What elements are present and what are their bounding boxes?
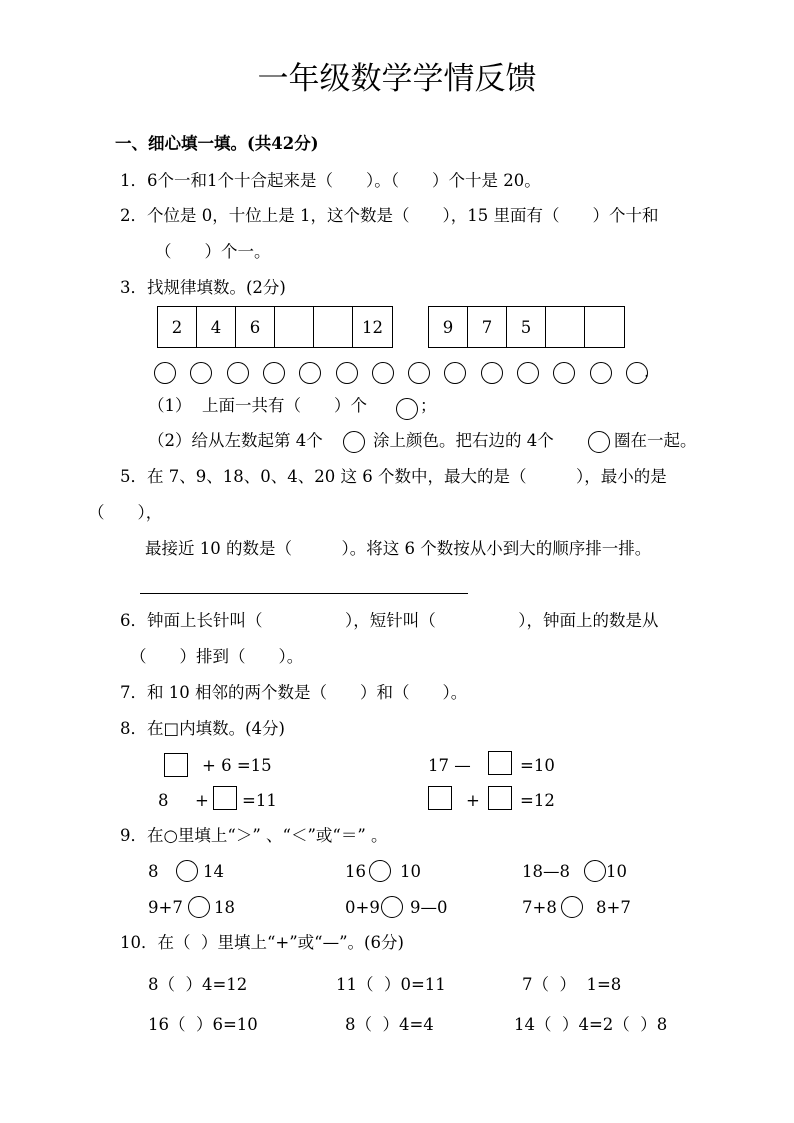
compare-circle[interactable] — [381, 896, 403, 918]
compare-right: 18 — [214, 898, 235, 917]
equation-2-right: =10 — [520, 756, 555, 775]
circle-icon — [481, 362, 503, 384]
question-3-sub1-end: ； — [420, 396, 437, 415]
fill-sign-item: 7（ ） 1=8 — [522, 975, 622, 994]
sequence-1 — [157, 306, 393, 348]
equation-4-right: =12 — [520, 791, 555, 810]
circle-icon — [299, 362, 321, 384]
fill-sign-item: 8（ ）4=4 — [345, 1015, 434, 1034]
answer-box[interactable] — [488, 786, 512, 810]
sequence-blank[interactable] — [546, 307, 585, 347]
fill-sign-item: 16（ ）6=10 — [148, 1015, 258, 1034]
answer-box[interactable] — [164, 753, 188, 777]
equation-3-op: + — [195, 791, 209, 810]
sequence-cell: 2 — [158, 307, 197, 347]
compare-left: 7+8 — [522, 898, 557, 917]
fill-sign-item: 8（ ）4=12 — [148, 975, 248, 994]
question-7: 7．和 10 相邻的两个数是（ ）和（ ）。 — [120, 683, 468, 702]
circle-icon — [590, 362, 612, 384]
compare-circle[interactable] — [584, 860, 606, 882]
circle-icon — [553, 362, 575, 384]
circle-icon — [263, 362, 285, 384]
sequence-cell: 9 — [429, 307, 468, 347]
circle-icon — [227, 362, 249, 384]
compare-circle[interactable] — [369, 860, 391, 882]
compare-right: 9—0 — [410, 898, 448, 917]
answer-line[interactable] — [140, 593, 468, 594]
sequence-cell: 4 — [197, 307, 236, 347]
question-3: 3．找规律填数。(2分) — [120, 278, 286, 297]
question-3-sub2-mid: 涂上颜色。把右边的 4个 — [373, 431, 554, 450]
circle-icon — [336, 362, 358, 384]
fill-sign-item: 11（ ）0=11 — [336, 975, 446, 994]
compare-right: 10 — [606, 862, 627, 881]
question-8: 8．在□内填数。(4分) — [120, 719, 285, 738]
circle-icon — [154, 362, 176, 384]
compare-circle[interactable] — [561, 896, 583, 918]
compare-left: 0+9 — [345, 898, 380, 917]
compare-circle[interactable] — [188, 896, 210, 918]
question-6-line2: （ ）排到（ ）。 — [130, 647, 304, 666]
page-title: 一年级数学学情反馈 — [257, 61, 537, 97]
answer-box[interactable] — [428, 786, 452, 810]
compare-right: 10 — [400, 862, 421, 881]
answer-box[interactable] — [488, 751, 512, 775]
circle-icon — [190, 362, 212, 384]
equation-1: + 6 =15 — [202, 756, 272, 775]
question-6-line1: 6．钟面上长针叫（ ），短针叫（ ），钟面上的数是从 — [120, 611, 659, 630]
section-heading: 一、细心填一填。(共42分) — [115, 134, 319, 153]
question-10: 10．在（ ）里填上“+”或“—”。(6分) — [120, 933, 404, 952]
equation-4-op: + — [466, 791, 480, 810]
compare-left: 8 — [148, 862, 159, 881]
compare-right: 14 — [203, 862, 224, 881]
sequence-blank[interactable] — [275, 307, 314, 347]
compare-circle[interactable] — [176, 860, 198, 882]
sequence-cell: 6 — [236, 307, 275, 347]
equation-2-left: 17 — — [428, 756, 471, 775]
sequence-cell: 5 — [507, 307, 546, 347]
compare-left: 18—8 — [522, 862, 570, 881]
question-5-line3: 最接近 10 的数是（ ）。将这 6 个数按从小到大的顺序排一排。 — [145, 539, 652, 558]
circle-icon — [372, 362, 394, 384]
compare-left: 16 — [345, 862, 366, 881]
sequence-blank[interactable] — [585, 307, 624, 347]
compare-left: 9+7 — [148, 898, 183, 917]
sequence-2 — [428, 306, 625, 348]
circle-icon — [517, 362, 539, 384]
question-1: 1．6个一和1个十合起来是（ ）。（ ）个十是 20。 — [120, 171, 541, 190]
question-2-line2: （ ）个一。 — [155, 242, 271, 261]
equation-3-left: 8 — [158, 791, 169, 810]
circle-icon — [408, 362, 430, 384]
question-9: 9．在○里填上“＞” 、“＜”或“＝” 。 — [120, 826, 388, 845]
question-3-sub2: （2）给从左数起第 4个 — [148, 431, 323, 450]
circle-icon — [343, 431, 365, 453]
sequence-cell: 7 — [468, 307, 507, 347]
sequence-blank[interactable] — [314, 307, 353, 347]
equation-3-right: =11 — [242, 791, 277, 810]
question-5-line1: 5．在 7、9、18、0、4、20 这 6 个数中，最大的是（ ），最小的是 — [120, 467, 667, 486]
compare-right: 8+7 — [596, 898, 631, 917]
circle-icon — [396, 398, 418, 420]
sequence-cell: 12 — [362, 317, 383, 337]
answer-box[interactable] — [213, 786, 237, 810]
question-3-sub2-end: 圈在一起。 — [614, 431, 697, 450]
question-2-line1: 2．个位是 0，十位上是 1，这个数是（ ），15 里面有（ ）个十和 — [120, 206, 659, 225]
circle-icon — [444, 362, 466, 384]
question-3-sub1: （1） 上面一共有（ ）个 — [148, 396, 367, 415]
circle-icon — [588, 431, 610, 453]
circle-row-dot: . — [644, 362, 650, 381]
question-5-line2: （ ）， — [88, 503, 163, 522]
fill-sign-item: 14（ ）4=2（ ）8 — [514, 1015, 668, 1034]
